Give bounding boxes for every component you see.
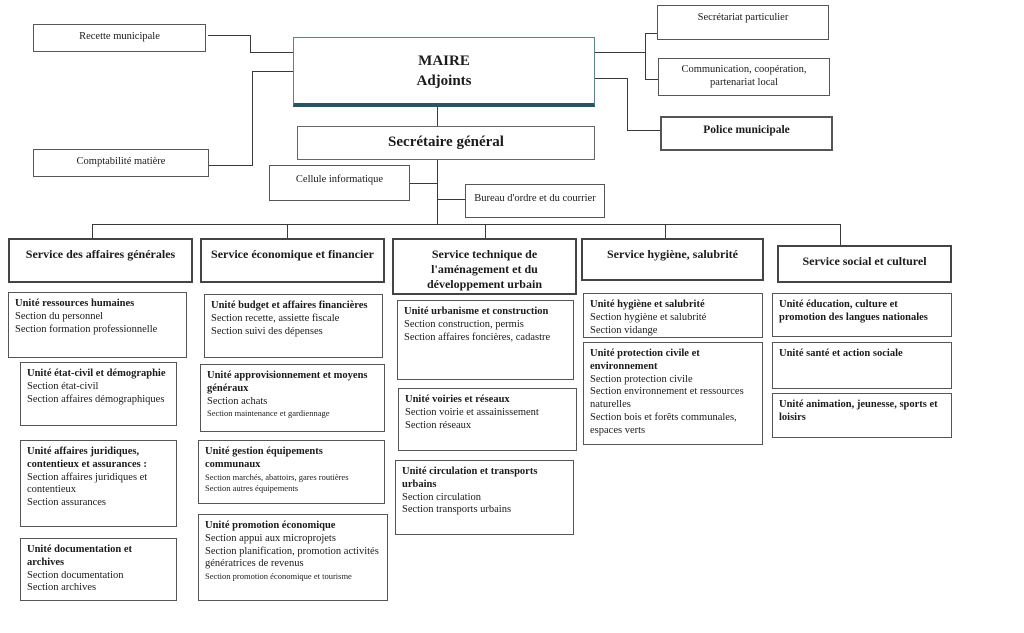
unit-title: Unité gestion équipements communaux <box>205 446 323 470</box>
service-economique-financier <box>200 238 385 283</box>
unit-section: Section achats <box>207 395 268 407</box>
unit-education-culture <box>772 293 952 337</box>
unit-ressources-humaines <box>8 292 187 358</box>
unit-section: Section marchés, abattoirs, gares routières <box>205 471 349 482</box>
unit-section: Section assurances <box>27 497 107 509</box>
node-label: Recette municipale <box>79 31 160 42</box>
connector-line <box>410 183 437 184</box>
unit-title: Unité documentation et archives <box>27 544 132 568</box>
service-technique <box>392 238 577 295</box>
maire-title: MAIRE <box>418 53 470 69</box>
connector-line <box>437 107 438 126</box>
service-label: Service social et culturel <box>802 254 927 268</box>
unit-section: Section réseaux <box>405 419 472 431</box>
unit-section: Section construction, permis <box>404 318 524 330</box>
unit-title: Unité ressources humaines <box>15 298 135 309</box>
unit-title: Unité protection civile et environnement <box>590 348 700 372</box>
unit-section: Section archives <box>27 582 97 594</box>
unit-section: Section promotion économique et tourisme <box>205 571 352 582</box>
unit-section: Section vidange <box>590 324 658 336</box>
connector-line <box>92 224 840 225</box>
unit-title: Unité affaires juridiques, contentieux et assurances : <box>27 446 147 470</box>
connector-line <box>437 199 465 200</box>
maire-subtitle: Adjoints <box>416 73 472 90</box>
connector-line <box>92 224 93 238</box>
connector-line <box>627 78 628 130</box>
connector-line <box>252 71 293 72</box>
node-label: Comptabilité matière <box>76 156 166 167</box>
unit-section: Section protection civile <box>590 373 693 385</box>
unit-hygiene-salubrite <box>583 293 763 338</box>
unit-section: Section appui aux microprojets <box>205 532 336 544</box>
unit-urbanisme-construction <box>397 300 574 380</box>
unit-voiries-reseaux <box>398 388 577 451</box>
service-social-culturel <box>777 245 952 283</box>
connector-line <box>287 224 288 238</box>
unit-documentation-archives <box>20 538 177 601</box>
node-comptabilite-matiere <box>33 149 209 177</box>
unit-section: Section environnement et ressources naturelles <box>590 386 744 411</box>
service-label: Service technique de l'aménagement et du développement urbain <box>426 247 542 291</box>
connector-line <box>252 71 253 166</box>
unit-title: Unité hygiène et salubrité <box>590 299 705 310</box>
connector-line <box>208 35 250 36</box>
unit-title: Unité voiries et réseaux <box>405 394 510 405</box>
node-label: Cellule informatique <box>295 174 384 185</box>
unit-budget-finances <box>204 294 383 358</box>
unit-affaires-juridiques <box>20 440 177 527</box>
unit-section: Section autres équipements <box>205 482 299 493</box>
node-recette-municipale <box>33 24 206 52</box>
service-affaires-generales <box>8 238 193 283</box>
unit-sante-action-sociale <box>772 342 952 389</box>
unit-section: Section voirie et assainissement <box>405 406 539 418</box>
unit-section: Section affaires juridiques et contentieux <box>27 471 148 496</box>
node-label: Communication, coopération, partenariat local <box>681 64 807 88</box>
service-hygiene-salubrite <box>581 238 764 281</box>
connector-line <box>645 33 646 80</box>
unit-section: Section maintenance et gardiennage <box>207 408 330 419</box>
service-label: Service des affaires générales <box>25 247 176 261</box>
node-label: Secrétaire général <box>388 134 504 150</box>
node-label: Police municipale <box>703 124 790 136</box>
unit-section: Section du personnel <box>15 310 104 322</box>
node-police-municipale <box>660 116 833 151</box>
unit-promotion-economique <box>198 514 388 601</box>
unit-section: Section circulation <box>402 491 482 503</box>
unit-title: Unité urbanisme et construction <box>404 306 549 317</box>
connector-line <box>437 160 438 224</box>
connector-line <box>665 224 666 238</box>
unit-title: Unité éducation, culture et promotion des langues nationales <box>779 299 928 323</box>
connector-line <box>595 78 627 79</box>
unit-section: Section transports urbains <box>402 504 512 516</box>
unit-protection-civile <box>583 342 763 445</box>
unit-circulation-transports <box>395 460 574 535</box>
unit-section: Section formation professionnelle <box>15 323 158 335</box>
node-secretariat-particulier <box>657 5 829 40</box>
unit-section: Section planification, promotion activités génératrices de revenus <box>205 545 379 570</box>
node-label: Bureau d'ordre et du courrier <box>474 193 596 204</box>
connector-line <box>645 33 657 34</box>
node-cellule-informatique <box>269 165 410 201</box>
unit-title: Unité promotion économique <box>205 520 336 531</box>
unit-section: Section recette, assiette fiscale <box>211 312 340 324</box>
unit-approvisionnement <box>200 364 385 432</box>
connector-line <box>209 165 252 166</box>
unit-section: Section documentation <box>27 569 124 581</box>
unit-animation-jeunesse <box>772 393 952 438</box>
connector-line <box>595 52 645 53</box>
unit-title: Unité budget et affaires financières <box>211 300 368 311</box>
connector-line <box>627 130 660 131</box>
unit-title: Unité animation, jeunesse, sports et loisirs <box>779 399 938 423</box>
node-communication <box>658 58 830 96</box>
service-label: Service économique et financier <box>211 247 374 261</box>
node-maire <box>293 37 595 107</box>
connector-line <box>250 35 251 53</box>
connector-line <box>645 79 658 80</box>
unit-title: Unité santé et action sociale <box>779 348 903 359</box>
unit-section: Section affaires démographiques <box>27 393 165 405</box>
connector-line <box>250 52 293 53</box>
node-bureau-ordre <box>465 184 605 218</box>
connector-line <box>840 224 841 245</box>
connector-line <box>485 224 486 238</box>
unit-section: Section hygiène et salubrité <box>590 311 707 323</box>
node-label: Secrétariat particulier <box>697 12 789 23</box>
unit-section: Section affaires foncières, cadastre <box>404 331 551 343</box>
unit-gestion-equipements <box>198 440 385 504</box>
service-label: Service hygiène, salubrité <box>607 247 738 261</box>
node-secretaire-general <box>297 126 595 160</box>
unit-title: Unité circulation et transports urbains <box>402 466 538 490</box>
unit-section: Section état-civil <box>27 380 99 392</box>
unit-title: Unité approvisionnement et moyens généraux <box>207 370 368 394</box>
unit-section: Section bois et forêts communales, espaces verts <box>590 411 737 436</box>
unit-etat-civil <box>20 362 177 426</box>
unit-title: Unité état-civil et démographie <box>27 368 166 379</box>
unit-section: Section suivi des dépenses <box>211 325 323 337</box>
